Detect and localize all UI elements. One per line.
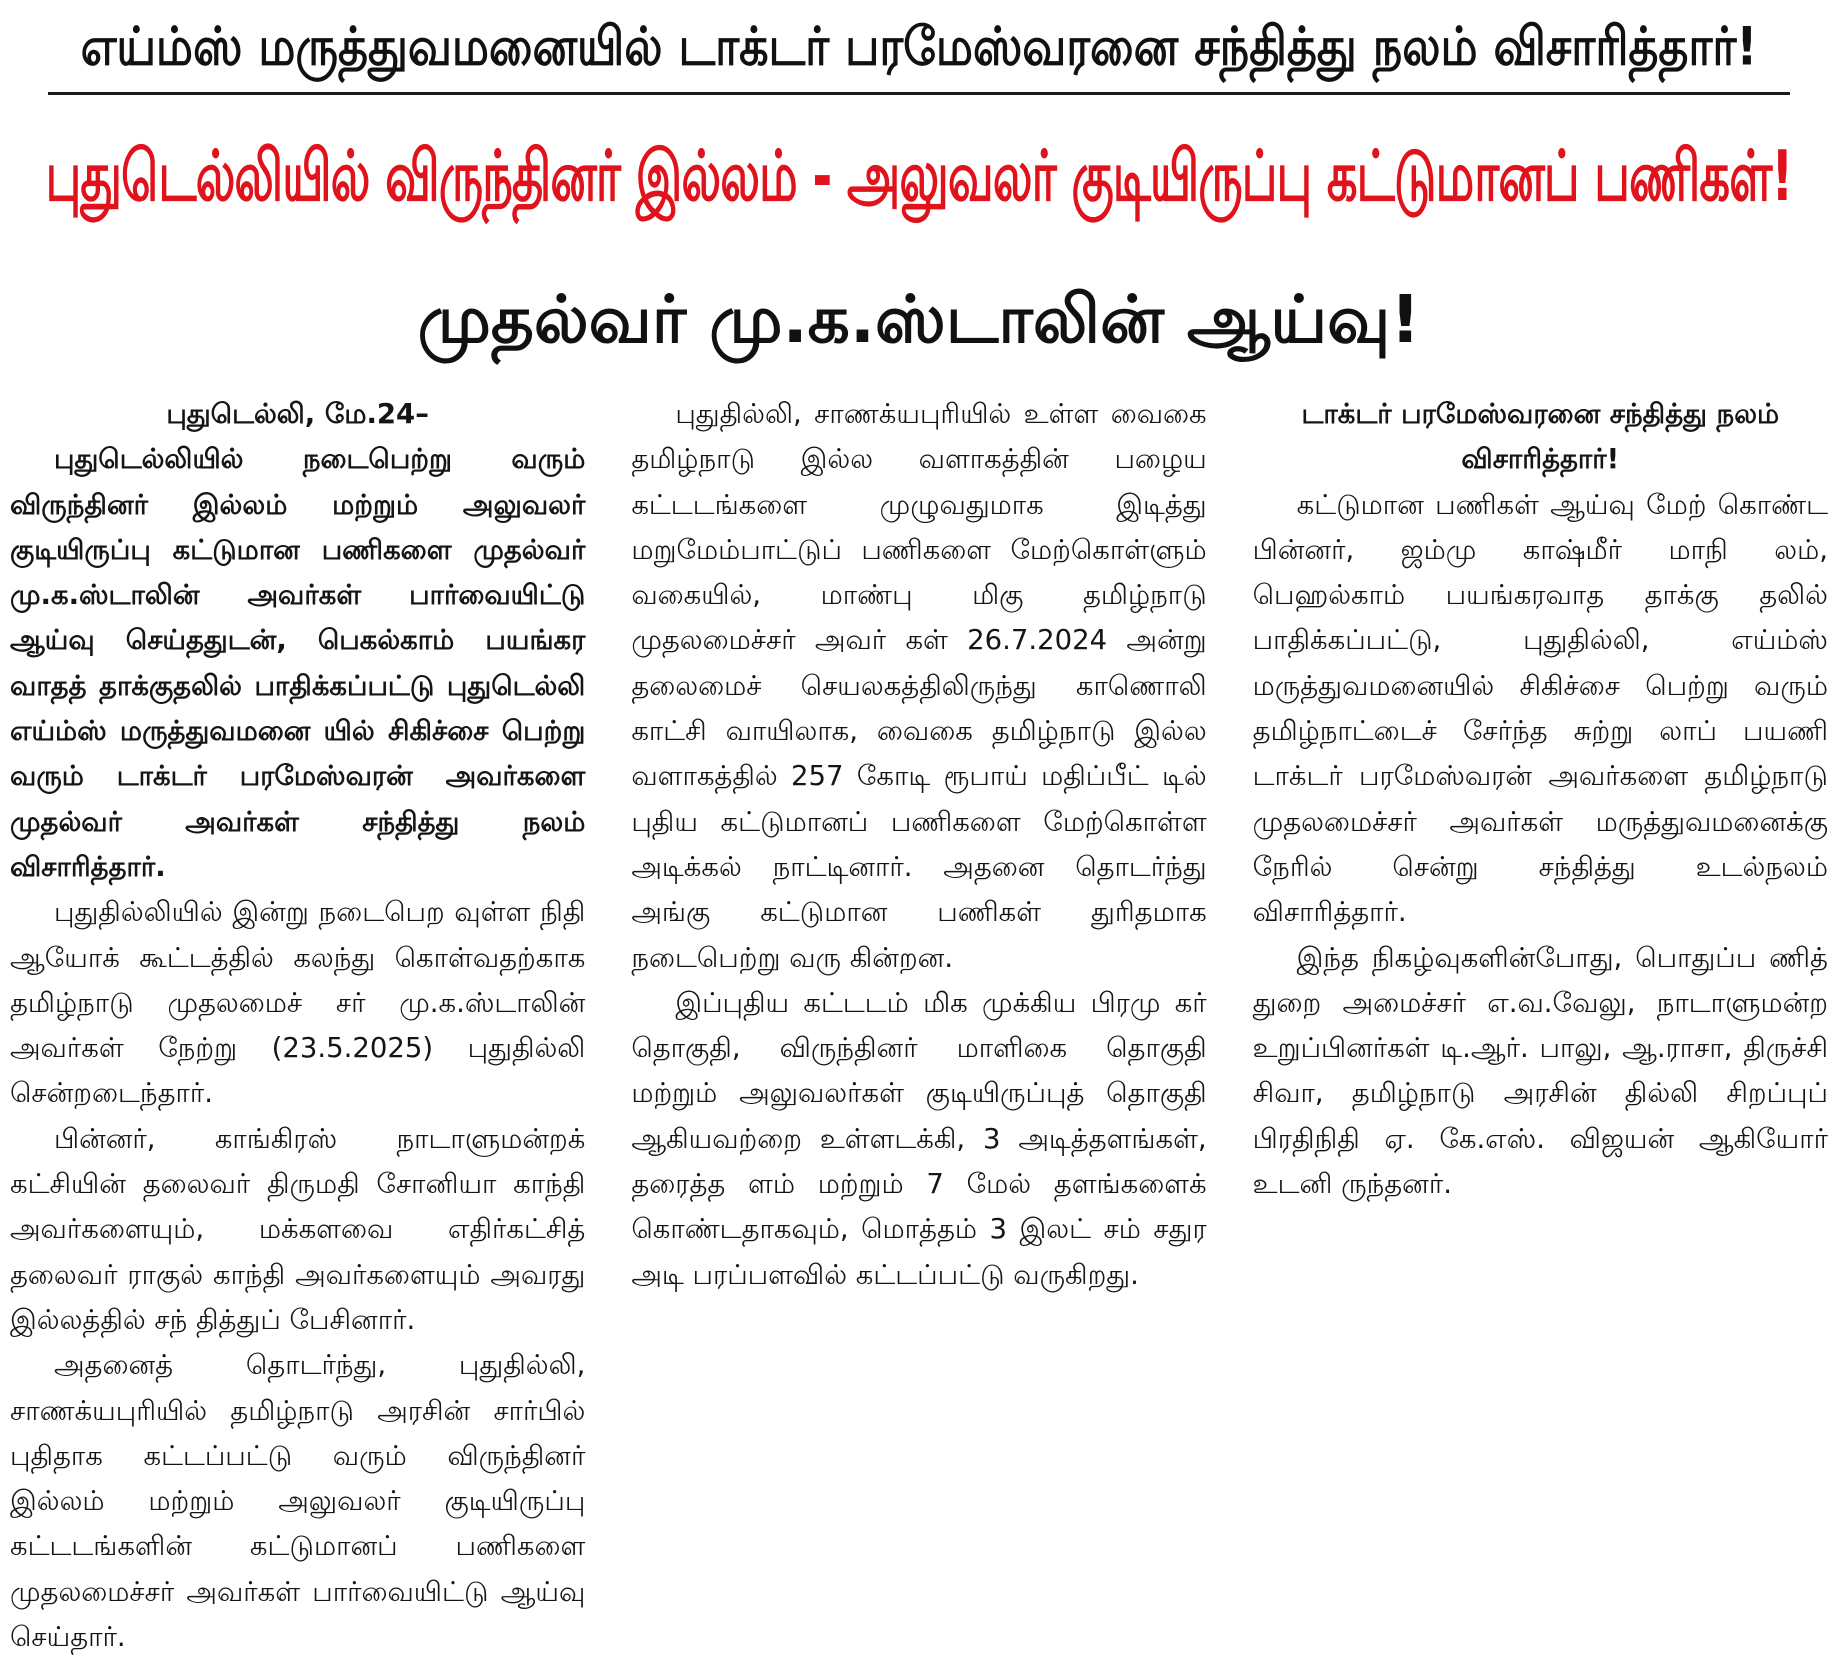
article-column-2 — [631, 392, 1206, 1518]
article-column-3 — [1253, 392, 1828, 1518]
article-paragraph: கட்டுமான பணிகள் ஆய்வு மேற் கொண்ட பின்னர், ஜம்மு காஷ்மீர் மாநி லம், பெஹல்காம் பயங்கரவாத தாக்கு தலில் பாதிக்கப்பட்டு, புதுதில்லி, எய்ம்ஸ் மருத்துவமனையில் சிகிச்சை பெற்று வரும் தமிழ்நாட்டைச் சேர்ந்த சுற்று லாப் பயணி டாக்டர் பரமேஸ்வரன் அவர்களை தமிழ்நாடு முதலமைச்சர் அவர்கள் மருத்துவமனைக்கு நேரில் சென்று சந்தித்து உடல்நலம் விசாரித்தார். — [1252, 488, 1828, 929]
article-paragraph: பின்னர், காங்கிரஸ் நாடாளுமன்றக் கட்சியின் தலைவர் திருமதி சோனியா காந்தி அவர்களையும், மக்களவை எதிர்கட்சித் தலைவர் ராகுல் காந்தி அவர்களையும் அவரது இல்லத்தில் சந் தித்துப் பேசினார். — [10, 1122, 586, 1336]
article-dateline: புதுடெல்லி, மே.24– — [166, 398, 429, 430]
article-paragraph: இப்புதிய கட்டடம் மிக முக்கிய பிரமு கர் தொகுதி, விருந்தினர் மாளிகை தொகுதி மற்றும் அலுவலர்கள் குடியிருப்புத் தொகுதி ஆகியவற்றை உள்ளடக்கி, 3 அடித்தளங்கள், தரைத்த ளம் மற்றும் 7 மேல் தளங்களைக் கொண்டதாகவும், மொத்தம் 3 இலட் சம் சதுர அடி பரப்பளவில் கட்டப்பட்டு வருகிறது. — [631, 986, 1207, 1291]
main-headline: புதுடெல்லியில் விருந்தினர் இல்லம் - அலுவலர் குடியிருப்பு கட்டுமானப் பணிகள்! — [45, 136, 1793, 218]
article-paragraph: புதுதில்லி, சாணக்யபுரியில் உள்ள வைகை தமிழ்நாடு இல்ல வளாகத்தின் பழைய கட்டடங்களை முழுவதுமாக இடித்து மறுமேம்பாட்டுப் பணிகளை மேற்கொள்ளும் வகையில், மாண்பு மிகு தமிழ்நாடு முதலமைச்சர் அவர் கள் 26.7.2024 அன்று தலைமைச் செயலகத்திலிருந்து காணொலி காட்சி வாயிலாக, வைகை தமிழ்நாடு இல்ல வளாகத்தில் 257 கோடி ரூபாய் மதிப்பீட் டில் புதிய கட்டுமானப் பணிகளை மேற்கொள்ள அடிக்கல் நாட்டினார். அதனை தொடர்ந்து அங்கு கட்டுமான பணிகள் துரிதமாக நடைபெற்று வரு கின்றன. — [631, 398, 1207, 974]
article-paragraph: இந்த நிகழ்வுகளின்போது, பொதுப்ப ணித் துறை அமைச்சர் எ.வ.வேலு, நாடாளுமன்ற உறுப்பினர்கள் டி.ஆர். பாலு, ஆ.ராசா, திருச்சி சிவா, தமிழ்நாடு அரசின் தில்லி சிறப்புப் பிரதிநிதி ஏ. கே.எஸ். விஜயன் ஆகியோர் உடனி ருந்தனர். — [1252, 941, 1828, 1201]
article-paragraph: அதனைத் தொடர்ந்து, புதுதில்லி, சாணக்யபுரியில் தமிழ்நாடு அரசின் சார்பில் புதிதாக கட்டப்பட்டு வரும் விருந்தினர் இல்லம் மற்றும் அலுவலர் குடியிருப்பு கட்டடங்களின் கட்டுமானப் பணிகளை முதலமைச்சர் அவர்கள் பார்வையிட்டு ஆய்வு செய்தார். — [10, 1349, 586, 1654]
article-columns — [10, 392, 1828, 1654]
sub-headline: முதல்வர் மு.க.ஸ்டாலின் ஆய்வு! — [417, 281, 1421, 358]
article-column-1 — [10, 392, 586, 1654]
article-lead-paragraph: புதுடெல்லியில் நடைபெற்று வரும் விருந்தினர் இல்லம் மற்றும் அலுவலர் குடியிருப்பு கட்டுமான பணிகளை முதல்வர் மு.க.ஸ்டாலின் அவர்கள் பார்வையிட்டு ஆய்வு செய்ததுடன், பெகல்காம் பயங்கர வாதத் தாக்குதலில் பாதிக்கப்பட்டு புதுடெல்லி எய்ம்ஸ் மருத்துவமனை யில் சிகிச்சை பெற்று வரும் டாக்டர் பரமேஸ்வரன் அவர்களை முதல்வர் அவர்கள் சந்தித்து நலம் விசாரித்தார். — [10, 443, 586, 883]
kicker-headline: எய்ம்ஸ் மருத்துவமனையில் டாக்டர் பரமேஸ்வரனை சந்தித்து நலம் விசாரித்தார்! — [80, 14, 1758, 78]
article-subheading: டாக்டர் பரமேஸ்வரனை சந்தித்து நலம் விசாரித்தார்! — [1301, 398, 1780, 476]
article-paragraph: புதுதில்லியில் இன்று நடைபெற வுள்ள நிதி ஆயோக் கூட்டத்தில் கலந்து கொள்வதற்காக தமிழ்நாடு முதலமைச் சர் மு.க.ஸ்டாலின் அவர்கள் நேற்று (23.5.2025) புதுதில்லி சென்றடைந்தார். — [10, 896, 586, 1110]
